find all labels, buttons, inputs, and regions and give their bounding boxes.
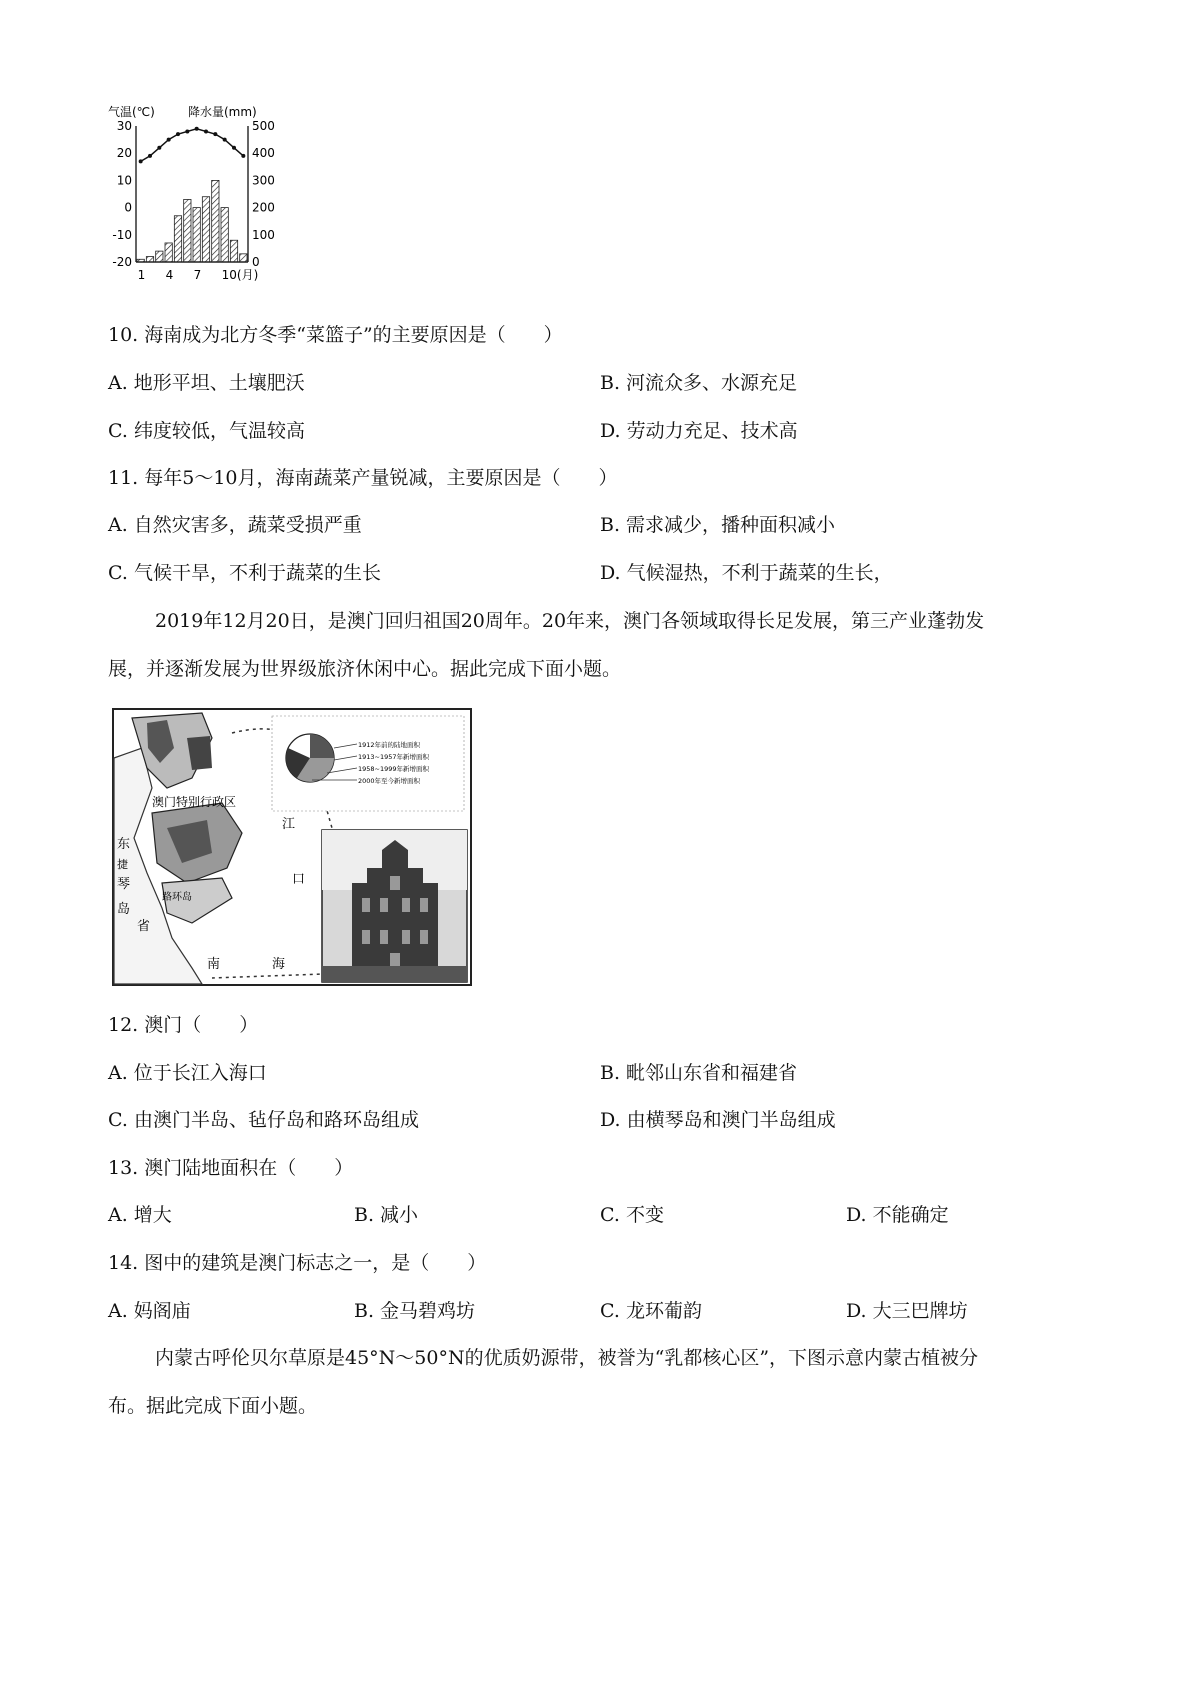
q14-option-a[interactable]: A. 妈阁庙 <box>108 1300 191 1322</box>
temp-axis-label: 气温(℃) <box>108 105 155 119</box>
precip-tick-label: 100 <box>252 227 275 242</box>
temperature-point <box>232 146 236 150</box>
precipitation-bar <box>156 251 163 262</box>
precip-tick-label: 400 <box>252 146 275 161</box>
precip-tick-labels <box>252 119 275 269</box>
precipitation-bar <box>193 208 200 262</box>
label-macau-sar: 澳门特别行政区 <box>152 795 237 809</box>
temp-tick-label: -10 <box>112 227 132 242</box>
month-tick-label: 1 <box>137 268 146 282</box>
q14-option-b[interactable]: B. 金马碧鸡坊 <box>354 1300 476 1322</box>
macau-map-figure <box>112 708 472 986</box>
q10-option-d[interactable]: D. 劳动力充足、技术高 <box>600 420 798 442</box>
temp-tick-label: 30 <box>116 119 132 133</box>
q11-option-b[interactable]: B. 需求减少，播种面积减小 <box>600 514 836 536</box>
q13-option-d[interactable]: D. 不能确定 <box>846 1204 949 1226</box>
precipitation-bar <box>146 257 153 262</box>
temp-tick-labels <box>112 119 132 269</box>
passage-macau-line-2: 展，并逐渐发展为世界级旅济休闲中心。据此完成下面小题。 <box>108 658 622 680</box>
label-luhuan: 路环岛 <box>162 892 192 903</box>
label-xu: 捷 <box>117 858 128 871</box>
question-11-stem: 11. 每年5～10月，海南蔬菜产量锐减，主要原因是（ ） <box>108 467 618 489</box>
temperature-point <box>185 129 189 133</box>
precip-tick-label: 500 <box>252 119 275 133</box>
temperature-point <box>204 129 208 133</box>
q13-option-a[interactable]: A. 增大 <box>108 1204 172 1226</box>
precipitation-bar <box>174 216 181 262</box>
q10-option-b[interactable]: B. 河流众多、水源充足 <box>600 372 798 394</box>
q11-option-d[interactable]: D. 气候湿热，不利于蔬菜的生长， <box>600 562 893 584</box>
legend-item-4: 2000年至今新增面积 <box>358 777 421 785</box>
photo-ground <box>322 966 467 982</box>
q12-option-d[interactable]: D. 由横琴岛和澳门半岛组成 <box>600 1109 836 1131</box>
precipitation-bar <box>230 240 237 262</box>
climate-chart <box>108 104 313 294</box>
precip-axis-label: 降水量(mm) <box>188 105 257 119</box>
temperature-point <box>157 146 161 150</box>
q13-option-b[interactable]: B. 减小 <box>354 1204 419 1226</box>
precip-tick-label: 0 <box>252 255 260 269</box>
temp-tick-label: 20 <box>116 146 132 161</box>
temp-tick-label: -20 <box>112 255 132 269</box>
label-qin: 琴 <box>117 877 131 892</box>
month-tick-label: 7 <box>193 268 202 282</box>
label-jiang: 江 <box>282 817 296 832</box>
question-10-stem: 10. 海南成为北方冬季“菜篮子”的主要原因是（ ） <box>108 324 563 346</box>
label-dong: 东 <box>117 837 131 852</box>
question-12-stem: 12. 澳门（ ） <box>108 1014 259 1036</box>
label-dao: 岛 <box>117 902 131 917</box>
question-13-stem: 13. 澳门陆地面积在（ ） <box>108 1157 354 1179</box>
precip-tick-label: 200 <box>252 200 275 215</box>
label-hai: 海 <box>272 957 286 972</box>
q12-option-a[interactable]: A. 位于长江入海口 <box>108 1062 267 1084</box>
q13-option-c[interactable]: C. 不变 <box>600 1204 664 1226</box>
precipitation-bar <box>221 208 228 262</box>
precipitation-bar <box>165 243 172 262</box>
temperature-point <box>241 154 245 158</box>
temperature-line <box>141 129 244 162</box>
temperature-point <box>213 132 217 136</box>
legend-item-1: 1912年前的陆地面积 <box>358 741 421 749</box>
q14-option-c[interactable]: C. 龙环葡韵 <box>600 1300 702 1322</box>
macau-map-svg <box>112 708 472 986</box>
climate-chart-svg <box>108 104 313 294</box>
precipitation-bar <box>212 180 219 262</box>
precipitation-bar <box>184 199 191 262</box>
q10-option-a[interactable]: A. 地形平坦、土壤肥沃 <box>108 372 305 394</box>
temperature-point <box>195 127 199 131</box>
label-kou: 口 <box>292 872 306 887</box>
q12-option-b[interactable]: B. 毗邻山东省和福建省 <box>600 1062 798 1084</box>
temperature-point <box>139 159 143 163</box>
temperature-point <box>176 132 180 136</box>
q11-option-c[interactable]: C. 气候干旱，不利于蔬菜的生长 <box>108 562 381 584</box>
temperature-point <box>167 138 171 142</box>
label-nan: 南 <box>207 957 221 972</box>
month-tick-label: 10(月) <box>221 268 259 282</box>
q10-option-c[interactable]: C. 纬度较低，气温较高 <box>108 420 305 442</box>
passage-macau-line-1: 2019年12月20日，是澳门回归祖国20周年。20年来，澳门各领域取得长足发展，第三产业蓬勃发 <box>155 610 985 632</box>
legend-item-2: 1913~1957年新增面积 <box>358 753 430 761</box>
q14-option-d[interactable]: D. 大三巴牌坊 <box>846 1300 968 1322</box>
precipitation-bar <box>202 197 209 262</box>
precip-tick-label: 300 <box>252 173 275 188</box>
legend-item-3: 1958~1999年新增面积 <box>358 765 430 773</box>
q11-option-a[interactable]: A. 自然灾害多，蔬菜受损严重 <box>108 514 362 536</box>
temperature-point <box>223 138 227 142</box>
month-tick-labels <box>138 268 259 282</box>
precipitation-bar <box>240 254 247 262</box>
label-sheng: 省 <box>137 919 151 934</box>
temp-tick-label: 0 <box>124 200 132 215</box>
q12-option-c[interactable]: C. 由澳门半岛、毡仔岛和路环岛组成 <box>108 1109 419 1131</box>
month-tick-label: 4 <box>165 268 174 282</box>
temp-tick-label: 10 <box>116 173 132 188</box>
passage-nmg-line-2: 布。据此完成下面小题。 <box>108 1395 318 1417</box>
passage-nmg-line-1: 内蒙古呼伦贝尔草原是45°N～50°N的优质奶源带，被誉为“乳都核心区”，下图示意内蒙古植被分 <box>155 1347 979 1369</box>
temperature-point <box>148 154 152 158</box>
precipitation-bar <box>137 259 144 262</box>
question-14-stem: 14. 图中的建筑是澳门标志之一，是（ ） <box>108 1252 487 1274</box>
